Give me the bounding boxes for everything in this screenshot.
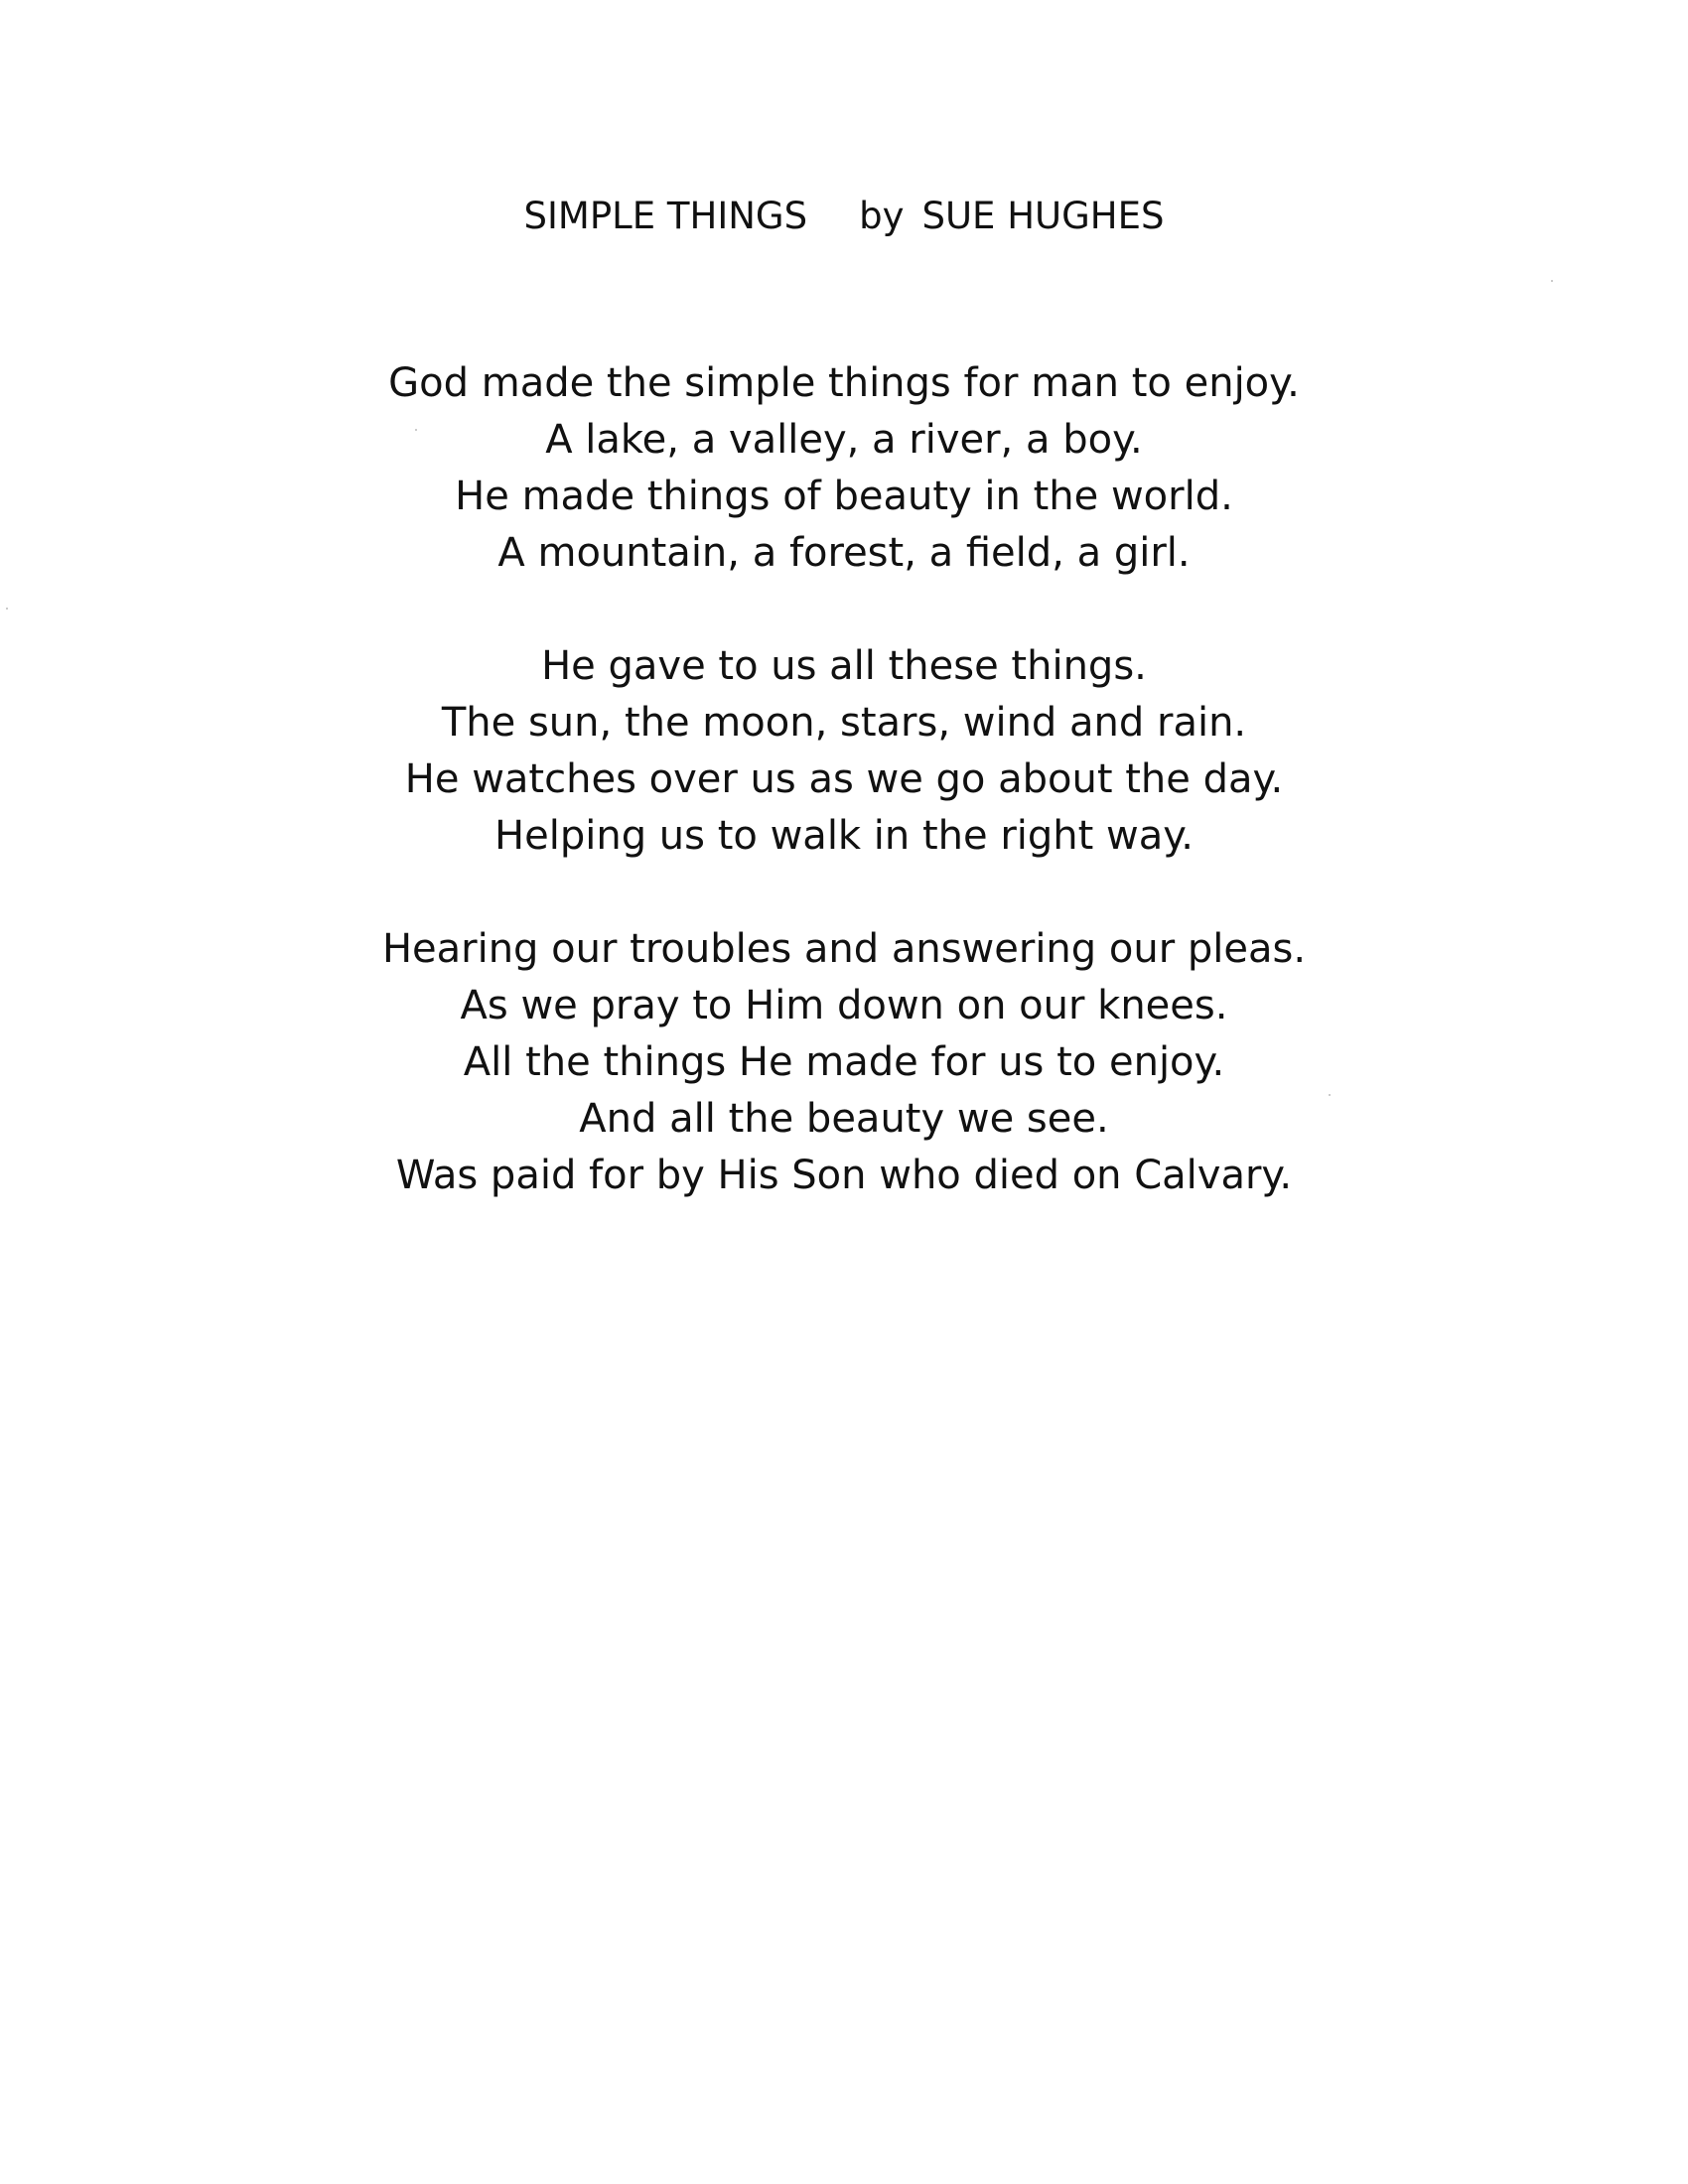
poem-author: SUE HUGHES (921, 195, 1165, 237)
scan-speck (415, 429, 417, 431)
stanza-3 (0, 921, 1688, 1204)
verse-line: As we pray to Him down on our knees. (460, 983, 1228, 1028)
verse-line: Helping us to walk in the right way. (494, 813, 1194, 859)
verse-line: The sun, the moon, stars, wind and rain. (441, 700, 1247, 746)
verse-line: All the things He made for us to enjoy. (463, 1039, 1225, 1085)
poem-body (0, 355, 1688, 1204)
poem-title: SIMPLE THINGS (523, 195, 808, 237)
verse-line: He watches over us as we go about the day. (404, 756, 1284, 802)
stanza-1 (0, 355, 1688, 582)
verse-line: Was paid for by His Son who died on Calvary. (395, 1153, 1293, 1198)
verse-line: A mountain, a forest, a field, a girl. (497, 530, 1191, 576)
byline-word: by (859, 195, 905, 237)
verse-line: A lake, a valley, a river, a boy. (545, 417, 1143, 463)
verse-line: Hearing our troubles and answering our pleas. (381, 926, 1307, 972)
scan-speck (1551, 280, 1553, 282)
poem-heading (0, 193, 1688, 240)
scan-speck (6, 608, 8, 610)
scan-speck (1329, 1094, 1331, 1096)
stanza-2 (0, 638, 1688, 865)
verse-line: He made things of beauty in the world. (455, 474, 1233, 519)
verse-line: And all the beauty we see. (579, 1096, 1109, 1142)
verse-line: He gave to us all these things. (541, 643, 1147, 689)
verse-line: God made the simple things for man to enjoy. (388, 360, 1300, 406)
